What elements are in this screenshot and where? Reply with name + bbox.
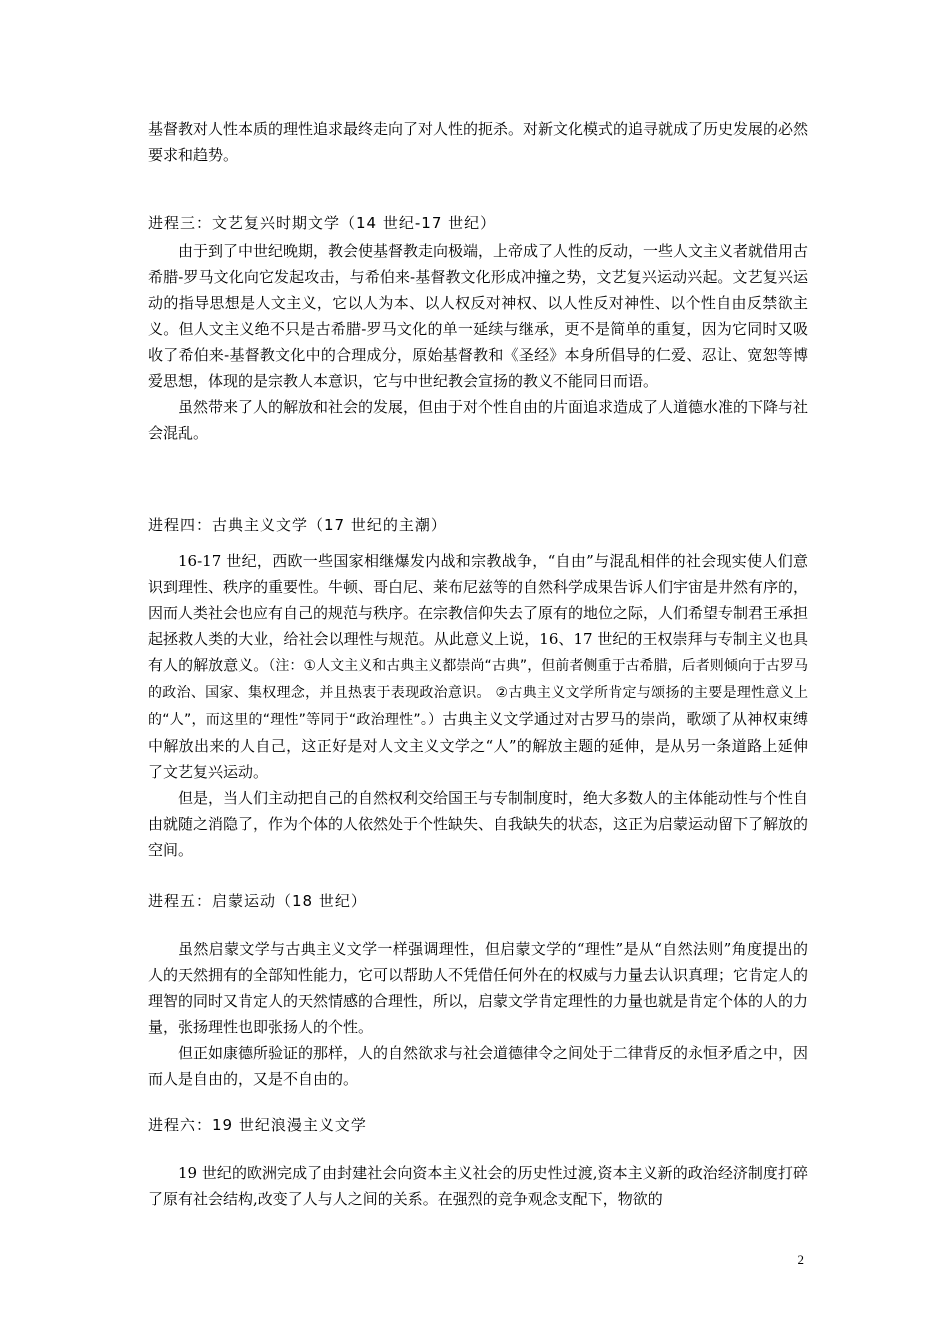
page-number: 2 — [797, 1252, 804, 1267]
section6-heading: 进程六：19 世纪浪漫主义文学 — [148, 1116, 367, 1134]
section4-heading: 进程四：古典主义文学（17 世纪的主潮） — [148, 516, 447, 534]
section3-paragraph-1: 由于到了中世纪晚期，教会使基督教走向极端，上帝成了人性的反动，一些人文主义者就借用古希腊-罗马文化向它发起攻击，与希伯来-基督教文化形成冲撞之势，文艺复兴运动兴起。文艺复兴运动的指导思想是人文主义，它以人为本、以人权反对神权、以人性反对神性、以个性自由反禁欲主义。但人文主义绝不只是古希腊-罗马文化的单一延续与继承，更不是简单的重复，因为它同时又吸收了希伯来-基督教文化中的合理成分，原始基督教和《圣经》本身所倡导的仁爱、忍让、宽恕等博爱思想，体现的是宗教人本意识，它与中世纪教会宣扬的教义不能同日而语。 — [148, 242, 809, 390]
section6-paragraph-1: 19 世纪的欧洲完成了由封建社会向资本主义社会的历史性过渡,资本主义新的政治经济制度打碎了原有社会结构,改变了人与人之间的关系。在强烈的竞争观念支配下，物欲的 — [148, 1164, 808, 1208]
section4-body — [148, 548, 808, 863]
section4-paragraph-1-part-b: 古典主义文学通过对古罗马的崇尚，歌颂了从神权束缚中解放出来的人自己，这正好是对人文主义文学之“人”的解放主题的延伸，是从另一条道路上延伸了文艺复兴运动。 — [148, 710, 808, 781]
section5-paragraph-2: 但正如康德所验证的那样，人的自然欲求与社会道德律令之间处于二律背反的永恒矛盾之中，因而人是自由的，又是不自由的。 — [148, 1044, 809, 1088]
section5-paragraph-1: 虽然启蒙文学与古典主义文学一样强调理性，但启蒙文学的“理性”是从“自然法则”角度提出的人的天然拥有的全部知性能力，它可以帮助人不凭借任何外在的权威与力量去认识真理；它肯定人的理智的同时又肯定人的天然情感的合理性，所以，启蒙文学肯定理性的力量也就是肯定个体的人的力量，张扬理性也即张扬人的个性。 — [148, 940, 809, 1036]
section3-body — [148, 238, 808, 446]
section4-annotation-note: （注：①人文主义和古典主义都崇尚“古典”，但前者侧重于古希腊，后者则倾向于古罗马的政治、国家、集权理念，并且热衷于表现政治意识。 ②古典主义文学所肯定与颂扬的主要是理性意义上的“人”，而这里的“理性”等同于“政治理性”。） — [148, 658, 808, 728]
section4-paragraph-2: 但是，当人们主动把自己的自然权利交给国王与专制制度时，绝大多数人的主体能动性与个性自由就随之消隐了，作为个体的人依然处于个性缺失、自我缺失的状态，这正为启蒙运动留下了解放的空间。 — [148, 789, 809, 859]
section4-paragraph-1-part-a: 16-17 世纪，西欧一些国家相继爆发内战和宗教战争，“自由”与混乱相伴的社会现实使人们意识到理性、秩序的重要性。牛顿、哥白尼、莱布尼兹等的自然科学成果告诉人们宇宙是井然有序的，因而人类社会也应有自己的规范与秩序。在宗教信仰失去了原有的地位之际，人们希望专制君王承担起拯救人类的大业，给社会以理性与规范。从此意义上说，16、17 世纪的王权崇拜与专制主义也具有人的解放意义。 — [148, 552, 809, 674]
section5-heading: 进程五：启蒙运动（18 世纪） — [148, 892, 367, 910]
section6-body — [148, 1160, 808, 1212]
intro-text: 基督教对人性本质的理性追求最终走向了对人性的扼杀。对新文化模式的追寻就成了历史发展的必然要求和趋势。 — [148, 120, 809, 164]
section3-paragraph-2: 虽然带来了人的解放和社会的发展，但由于对个性自由的片面追求造成了人道德水准的下降与社会混乱。 — [148, 398, 809, 442]
section3-heading: 进程三：文艺复兴时期文学（14 世纪-17 世纪） — [148, 214, 497, 232]
intro-paragraph — [148, 116, 808, 168]
section4-paragraph-1 — [148, 548, 808, 785]
section5-body — [148, 936, 808, 1092]
